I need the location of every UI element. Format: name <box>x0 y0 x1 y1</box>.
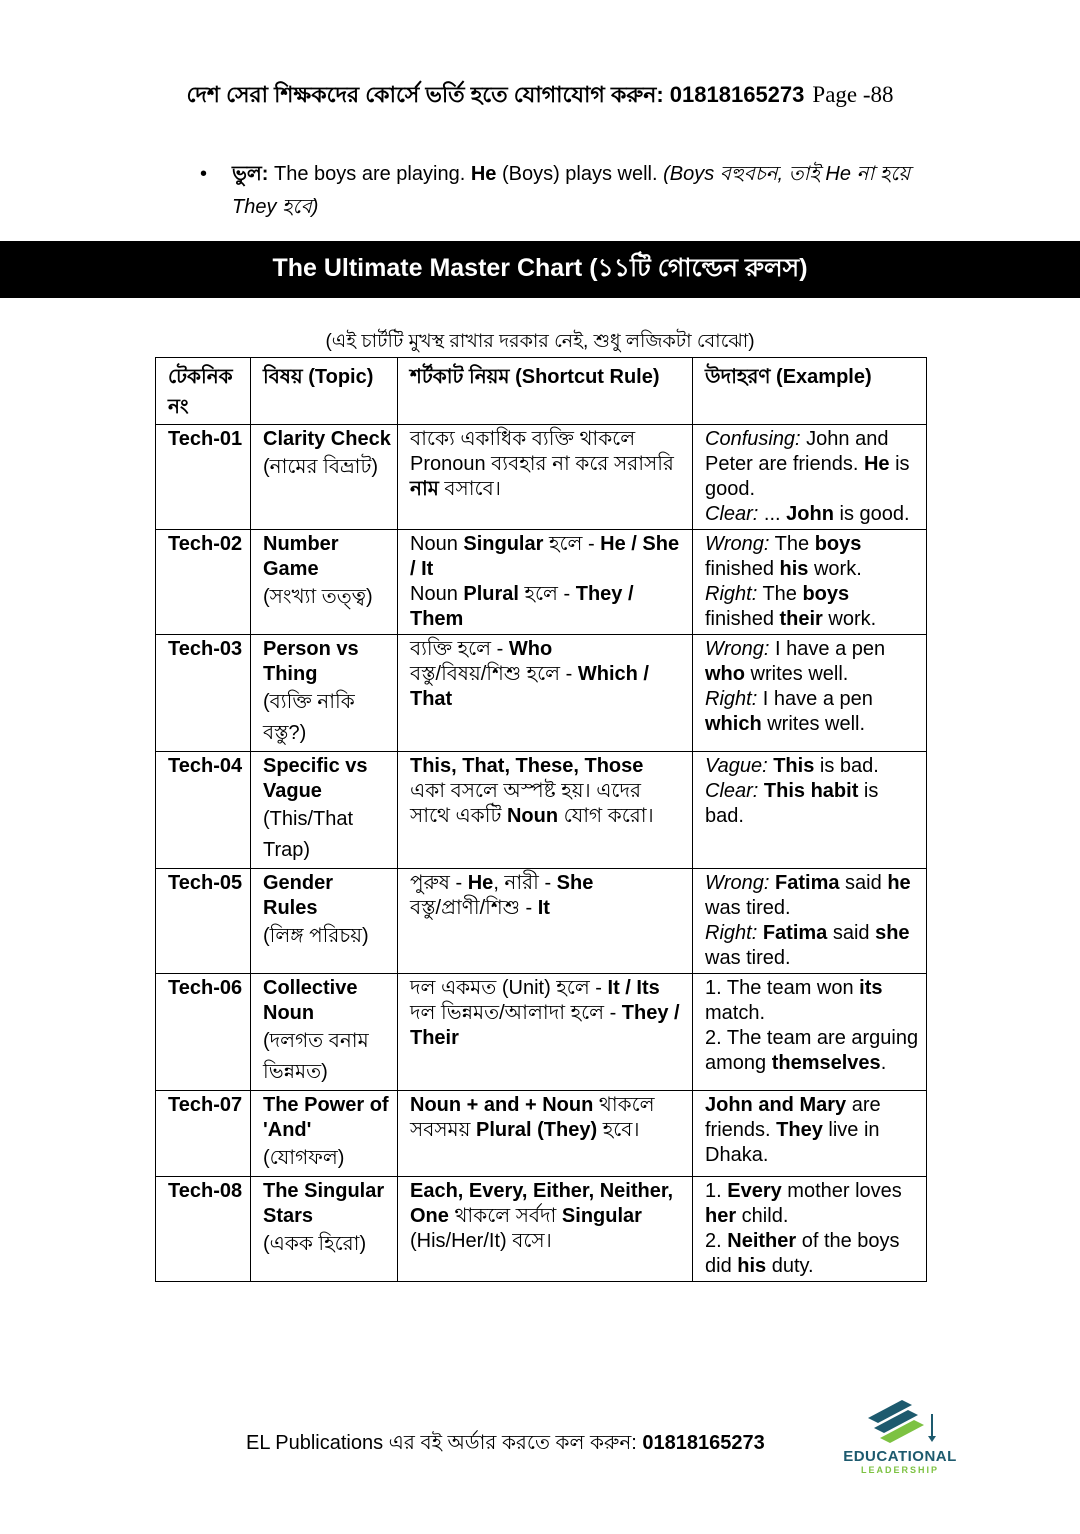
example-emphasis: They <box>776 1119 823 1141</box>
example-text: writes well. <box>745 663 849 685</box>
mistake-bullet <box>200 158 940 224</box>
rule-line <box>410 1179 686 1254</box>
page-number: Page -88 <box>812 82 894 107</box>
example-line <box>705 532 920 582</box>
topic-cell <box>251 752 398 869</box>
bullet-sentence-2: (Boys) plays well. <box>496 163 664 185</box>
rule-text: বস্তু/প্রাণী/শিশু - <box>410 897 538 919</box>
example-cell <box>693 869 927 974</box>
footer <box>246 1428 765 1461</box>
table-row <box>156 425 927 530</box>
rule-keyword: Which / That <box>410 663 649 710</box>
topic-subtitle: (ব্যক্তি নাকি বস্তু?) <box>263 691 355 744</box>
rule-cell <box>398 1177 693 1282</box>
rule-keyword: He <box>467 872 494 894</box>
rule-line <box>410 871 686 896</box>
example-text: work. <box>808 558 862 580</box>
example-text: 2. <box>705 1230 728 1252</box>
example-text: said <box>827 922 876 944</box>
rule-cell <box>398 974 693 1091</box>
example-emphasis: boys <box>802 583 850 605</box>
logo-text-leadership: LEADERSHIP <box>860 1465 939 1475</box>
topic-subtitle: (সংখ্যা তত্ত্ব) <box>263 586 373 608</box>
example-label: Clear: <box>705 503 759 525</box>
example-text: work. <box>822 608 877 630</box>
example-emphasis: boys <box>814 533 862 555</box>
example-label: Right: <box>705 922 758 944</box>
rule-cell <box>398 752 693 869</box>
rule-keyword: He / She / It <box>410 533 680 580</box>
example-emphasis: He <box>863 453 890 475</box>
table-row <box>156 1091 927 1177</box>
example-line <box>705 1026 920 1076</box>
table-row <box>156 752 927 869</box>
example-text: is bad. <box>814 755 879 777</box>
example-cell <box>693 974 927 1091</box>
rule-text: বসাবে। <box>438 478 501 500</box>
technique-id: Tech-05 <box>156 869 251 974</box>
example-line <box>705 502 920 527</box>
rule-text: Noun <box>410 583 464 605</box>
example-text: are friends. <box>705 1094 881 1141</box>
example-label: Wrong: <box>705 533 770 555</box>
rule-text: দল ভিন্নমত/আলাদা হলে - <box>410 1002 622 1024</box>
rule-cell <box>398 635 693 752</box>
topic-subtitle: (লিঙ্গ পরিচয়) <box>263 925 369 947</box>
example-text: child. <box>736 1205 789 1227</box>
rule-text: , নারী - <box>493 872 557 894</box>
table-row <box>156 635 927 752</box>
example-emphasis: Fatima <box>762 922 828 944</box>
example-emphasis: John and Mary <box>705 1094 847 1116</box>
rule-text: থাকলে সবসময় <box>410 1094 655 1141</box>
topic-name: The Power of 'And' <box>263 1094 389 1141</box>
table-row <box>156 530 927 635</box>
bullet-dot-icon: • <box>200 163 208 185</box>
rule-line <box>410 1001 686 1051</box>
logo-mark-icon <box>860 1388 940 1444</box>
example-emphasis: which <box>705 713 762 735</box>
example-text: ... <box>758 503 787 525</box>
example-cell <box>693 425 927 530</box>
master-chart-table <box>155 357 927 1282</box>
topic-name: Collective Noun <box>263 977 358 1024</box>
bullet-pronoun: He <box>470 163 497 185</box>
technique-id: Tech-08 <box>156 1177 251 1282</box>
banner-title: The Ultimate Master Chart (১১টি গোল্ডেন রুলস) <box>272 254 808 282</box>
rule-cell <box>398 425 693 530</box>
example-label: Right: <box>705 688 758 710</box>
rule-keyword: Singular <box>561 1205 642 1227</box>
topic-cell <box>251 1091 398 1177</box>
rule-line <box>410 976 686 1001</box>
example-text: finished <box>705 558 780 580</box>
rule-line <box>410 754 686 779</box>
example-line <box>705 1093 920 1168</box>
example-emphasis: themselves <box>771 1052 881 1074</box>
example-line <box>705 427 920 502</box>
topic-cell <box>251 530 398 635</box>
table-row <box>156 1177 927 1282</box>
rule-keyword: Plural <box>463 583 519 605</box>
example-text: I have a pen <box>769 638 886 660</box>
topic-subtitle: (This/That Trap) <box>263 808 354 861</box>
rule-line <box>410 1093 686 1143</box>
example-text: I have a pen <box>757 688 873 710</box>
example-text: The <box>757 583 803 605</box>
topic-cell <box>251 1177 398 1282</box>
rule-keyword: They / Their <box>410 1002 680 1049</box>
example-text: The <box>769 533 815 555</box>
rule-text: বাক্যে একাধিক ব্যক্তি থাকলে Pronoun ব্যবহার না করে সরাসরি <box>410 428 674 475</box>
table-row <box>156 974 927 1091</box>
technique-id: Tech-01 <box>156 425 251 530</box>
topic-name: Person vs Thing <box>263 638 359 685</box>
rule-text: একা বসলে অস্পষ্ট হয়। এদের সাথে একটি <box>410 780 641 827</box>
rule-text: থাকলে সর্বদা <box>448 1205 562 1227</box>
bullet-sentence-1: The boys are playing. <box>268 163 471 185</box>
bullet-label: ভুল: <box>232 163 269 185</box>
example-emphasis: Every <box>727 1180 782 1202</box>
rule-keyword: Singular <box>463 533 544 555</box>
rule-text: (His/Her/It) বসে। <box>410 1230 552 1252</box>
header-contact-text: দেশ সেরা শিক্ষকদের কোর্সে ভর্তি হতে যোগাযোগ করুন: 01818165273 <box>186 82 805 107</box>
topic-cell <box>251 425 398 530</box>
rule-cell <box>398 1091 693 1177</box>
example-line <box>705 754 920 779</box>
example-line <box>705 921 920 971</box>
rule-keyword: They / Them <box>410 583 634 630</box>
example-line <box>705 637 920 687</box>
example-line <box>705 976 920 1026</box>
table-row <box>156 869 927 974</box>
example-text: is bad. <box>705 780 879 827</box>
example-text: duty. <box>766 1255 814 1277</box>
example-text: mother loves <box>781 1180 902 1202</box>
rule-line <box>410 779 686 829</box>
example-cell <box>693 1091 927 1177</box>
footer-phone: 01818165273 <box>642 1432 765 1454</box>
technique-id: Tech-02 <box>156 530 251 635</box>
rule-line <box>410 896 686 921</box>
educational-leadership-logo <box>830 1388 970 1475</box>
rule-text: Noun <box>410 533 464 555</box>
example-text: 1. <box>705 1180 728 1202</box>
example-text: writes well. <box>761 713 866 735</box>
technique-id: Tech-03 <box>156 635 251 752</box>
example-emphasis: Neither <box>727 1230 797 1252</box>
rule-text: হলে - <box>518 583 576 605</box>
header-shortcut-rule: শর্টকাট নিয়ম (Shortcut Rule) <box>398 358 693 425</box>
example-text: . <box>880 1052 887 1074</box>
example-cell <box>693 752 927 869</box>
header-example: উদাহরণ (Example) <box>693 358 927 425</box>
example-emphasis: its <box>859 977 883 999</box>
example-text: was tired. <box>705 897 791 919</box>
example-label: Confusing: <box>705 428 801 450</box>
example-line <box>705 582 920 632</box>
bullet-note: (Boys বহুবচন, তাই He না হয়ে They হবে) <box>232 163 911 218</box>
table-header-row <box>156 358 927 425</box>
example-label: Vague: <box>705 755 768 777</box>
example-text: live in Dhaka. <box>705 1119 880 1166</box>
rule-line <box>410 532 686 582</box>
rule-keyword: It / Its <box>607 977 660 999</box>
topic-name: Gender Rules <box>263 872 334 919</box>
example-text: is good. <box>833 503 910 525</box>
example-line <box>705 687 920 737</box>
rule-keyword: Who <box>508 638 553 660</box>
example-emphasis: Fatima <box>775 872 840 894</box>
rule-keyword: Plural (They) <box>476 1119 598 1141</box>
topic-name: The Singular Stars <box>263 1180 385 1227</box>
example-text: said <box>839 872 888 894</box>
example-emphasis: his <box>737 1255 767 1277</box>
topic-subtitle: (যোগফল) <box>263 1147 345 1169</box>
chart-banner <box>0 241 1080 298</box>
example-text: John and Peter are friends. <box>705 428 889 475</box>
example-text: 1. The team won <box>705 977 860 999</box>
example-label: Right: <box>705 583 758 605</box>
rule-keyword: Noun <box>506 805 559 827</box>
topic-name: Specific vs Vague <box>263 755 368 802</box>
rule-line <box>410 637 686 662</box>
rule-keyword: She <box>556 872 594 894</box>
example-emphasis: John <box>786 503 834 525</box>
topic-subtitle: (নামের বিভ্রাট) <box>263 456 379 478</box>
rule-text: পুরুষ - <box>410 872 468 894</box>
example-cell <box>693 635 927 752</box>
topic-cell <box>251 974 398 1091</box>
rule-cell <box>398 869 693 974</box>
example-label: Clear: <box>705 780 759 802</box>
example-emphasis: he <box>887 872 911 894</box>
topic-subtitle: (দলগত বনাম ভিন্নমত) <box>263 1030 369 1083</box>
rule-keyword: Noun + and + Noun <box>410 1094 594 1116</box>
example-emphasis: she <box>875 922 910 944</box>
footer-text: EL Publications এর বই অর্ডার করতে কল করুন: <box>246 1432 643 1454</box>
example-text: of the boys did <box>705 1230 900 1277</box>
example-emphasis: her <box>705 1205 737 1227</box>
rule-keyword: This, That, These, Those <box>410 755 644 777</box>
rule-cell <box>398 530 693 635</box>
example-line <box>705 871 920 921</box>
example-text: match. <box>705 1002 766 1024</box>
example-text: was tired. <box>705 947 791 969</box>
example-text: finished <box>705 608 780 630</box>
example-line <box>705 1179 920 1229</box>
rule-line <box>410 427 686 502</box>
technique-id: Tech-06 <box>156 974 251 1091</box>
example-label: Wrong: <box>705 638 770 660</box>
example-emphasis: who <box>705 663 745 685</box>
rule-text: হবে। <box>597 1119 640 1141</box>
example-emphasis: their <box>779 608 823 630</box>
rule-text: দল একমত (Unit) হলে - <box>410 977 608 999</box>
example-line <box>705 1229 920 1279</box>
header-topic: বিষয় (Topic) <box>251 358 398 425</box>
technique-id: Tech-07 <box>156 1091 251 1177</box>
rule-keyword: Each, Every, Either, Neither, One <box>410 1180 674 1227</box>
topic-name: Clarity Check <box>263 428 391 450</box>
rule-keyword: নাম <box>410 478 439 500</box>
topic-cell <box>251 869 398 974</box>
example-emphasis: This <box>773 755 815 777</box>
rule-text: ব্যক্তি হলে - <box>410 638 509 660</box>
topic-subtitle: (একক হিরো) <box>263 1233 367 1255</box>
example-text: is good. <box>705 453 910 500</box>
rule-text: যোগ করো। <box>558 805 654 827</box>
example-emphasis: his <box>779 558 809 580</box>
rule-line <box>410 662 686 712</box>
example-line <box>705 779 920 829</box>
example-emphasis: This habit <box>763 780 859 802</box>
rule-line <box>410 582 686 632</box>
rule-text: বস্তু/বিষয়/শিশু হলে - <box>410 663 578 685</box>
topic-name: Number Game <box>263 533 339 580</box>
page-header <box>0 78 1080 115</box>
example-cell <box>693 1177 927 1282</box>
rule-text: হলে - <box>543 533 601 555</box>
bullet-text <box>200 158 940 224</box>
example-cell <box>693 530 927 635</box>
logo-text-educational: EDUCATIONAL <box>843 1448 957 1465</box>
rule-keyword: It <box>537 897 550 919</box>
header-technique-no: টেকনিক নং <box>156 358 251 425</box>
table-body <box>156 425 927 1282</box>
topic-cell <box>251 635 398 752</box>
example-text: 2. The team are arguing among <box>705 1027 919 1074</box>
example-label: Wrong: <box>705 872 770 894</box>
technique-id: Tech-04 <box>156 752 251 869</box>
chart-caption: (এই চার্টটি মুখস্থ রাখার দরকার নেই, শুধু লজিকটা বোঝো) <box>325 331 755 352</box>
